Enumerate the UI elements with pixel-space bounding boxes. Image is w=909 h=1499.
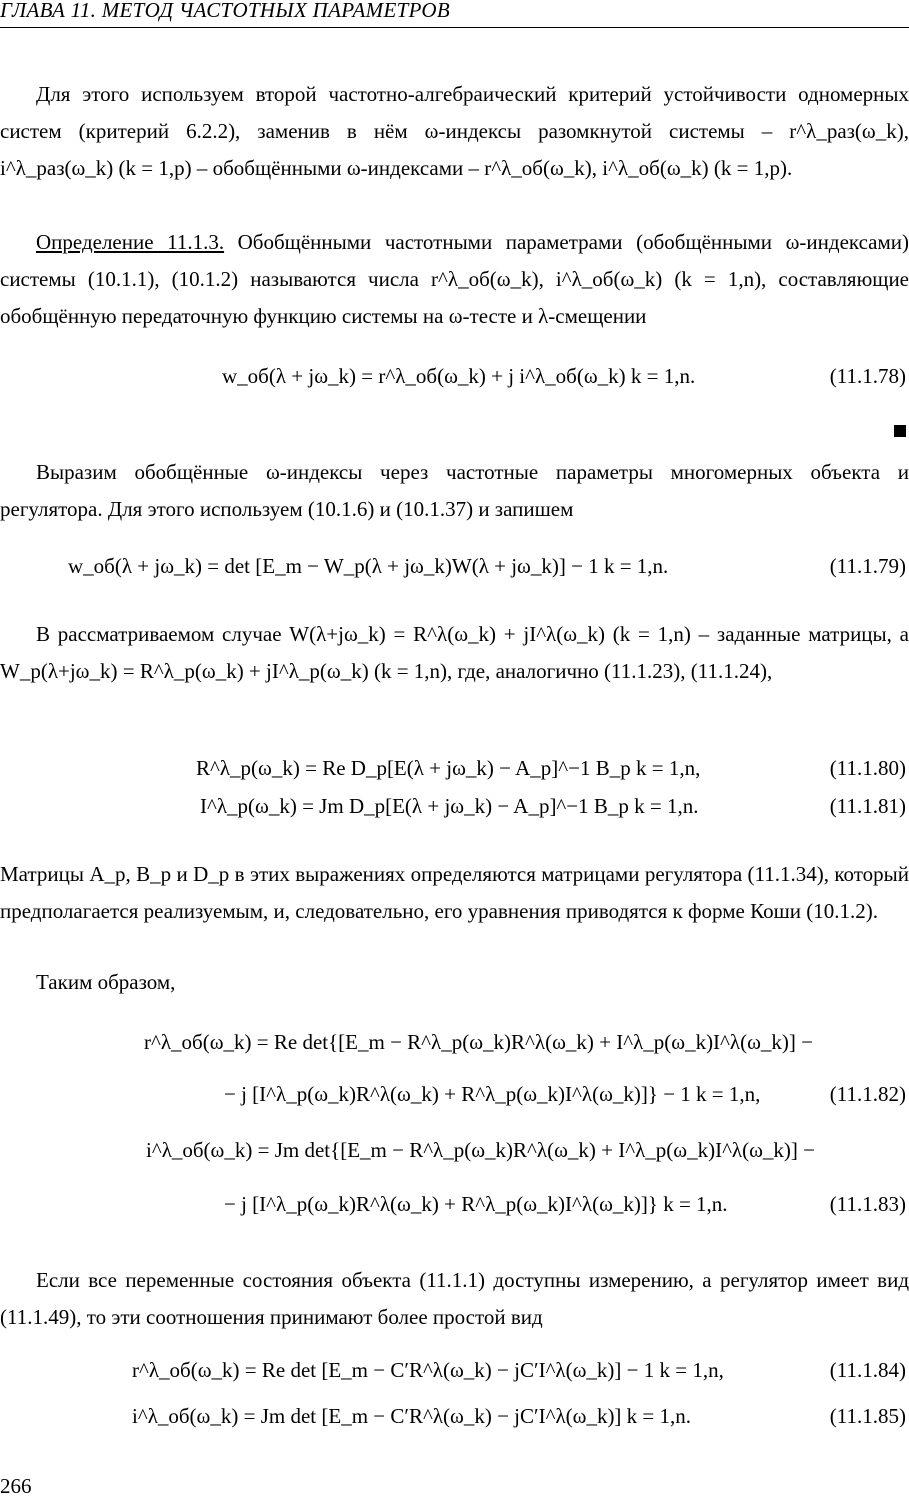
- equation-formula: − j [I^λ_p(ω_k)R^λ(ω_k) + R^λ_p(ω_k)I^λ(ω_k)]} − 1 k = 1,n,: [224, 1082, 761, 1106]
- page-number: 266: [0, 1474, 32, 1498]
- equation-formula: r^λ_об(ω_k) = Re det [E_m − C′R^λ(ω_k) − jC′I^λ(ω_k)] − 1 k = 1,n,: [132, 1358, 724, 1382]
- equation-11-1-85: [0, 1404, 909, 1440]
- paragraph-4: В рассматриваемом случае W(λ+jω_k) = R^λ(ω_k) + jI^λ(ω_k) (k = 1,n) – заданные матрицы, а W_p(λ+jω_k) = R^λ_p(ω_k) + jI^λ_p(ω_k) (k = 1,n), где, аналогично (11.1.23), (11.1.24),: [0, 622, 909, 683]
- paragraph-1: Для этого используем второй частотно-алгебраический критерий устойчивости одномерных систем (критерий 6.2.2), заменив в нём ω-индексы разомкнутой системы – r^λ_раз(ω_k), i^λ_раз(ω_k) (k = 1,p) – обобщёнными ω-индексами – r^λ_об(ω_k), i^λ_об(ω_k) (k = 1,p).: [0, 82, 909, 180]
- equation-11-1-81: [0, 794, 909, 830]
- equation-formula: − j [I^λ_p(ω_k)R^λ(ω_k) + R^λ_p(ω_k)I^λ(ω_k)]} k = 1,n.: [224, 1192, 728, 1216]
- equation-formula: R^λ_p(ω_k) = Re D_p[E(λ + jω_k) − A_p]^−1 B_p k = 1,n,: [196, 756, 701, 780]
- end-of-definition-mark: [894, 425, 906, 437]
- equation-number: (11.1.83): [829, 1192, 906, 1216]
- equation-formula: I^λ_p(ω_k) = Jm D_p[E(λ + jω_k) − A_p]^−1 B_p k = 1,n.: [200, 794, 699, 818]
- paragraph-7: Если все переменные состояния объекта (11.1.1) доступны измерению, а регулятор имеет вид (11.1.49), то эти соотношения принимают более простой вид: [0, 1268, 909, 1329]
- definition-paragraph: [0, 224, 909, 335]
- definition-label: Определение 11.1.3.: [36, 230, 225, 254]
- equation-number: (11.1.79): [829, 554, 906, 578]
- equation-11-1-80: [0, 756, 909, 792]
- equation-number: (11.1.82): [829, 1082, 906, 1106]
- running-header: [0, 0, 909, 28]
- equation-11-1-84: [0, 1358, 909, 1394]
- header-title: ГЛАВА 11. МЕТОД ЧАСТОТНЫХ ПАРАМЕТРОВ: [0, 0, 451, 22]
- equation-number: (11.1.81): [829, 794, 906, 818]
- equation-number: (11.1.78): [829, 364, 906, 388]
- definition-text: Обобщёнными частотными параметрами (обобщёнными ω-индексами) системы (10.1.1), (10.1.2) называются числа r^λ_об(ω_k), i^λ_об(ω_k) (k = 1,n), составляющие обобщённую передаточную функцию системы на ω-тесте и λ-смещении: [0, 230, 909, 328]
- equation-formula: w_об(λ + jω_k) = r^λ_об(ω_k) + j i^λ_об(ω_k) k = 1,n.: [222, 364, 696, 388]
- equation-11-1-79: [0, 554, 909, 590]
- equation-11-1-78: [0, 364, 909, 400]
- paragraph-6: Таким образом,: [36, 970, 176, 994]
- equation-number: (11.1.80): [829, 756, 906, 780]
- equation-11-1-83-line-2: [0, 1192, 909, 1228]
- equation-formula: i^λ_об(ω_k) = Jm det [E_m − C′R^λ(ω_k) − jC′I^λ(ω_k)] k = 1,n.: [132, 1404, 692, 1428]
- equation-11-1-82-line-2: [0, 1082, 909, 1118]
- equation-formula: w_об(λ + jω_k) = det [E_m − W_p(λ + jω_k)W(λ + jω_k)] − 1 k = 1,n.: [68, 554, 669, 578]
- equation-11-1-83-line-1: [0, 1138, 909, 1174]
- paragraph-5: Матрицы A_p, B_p и D_p в этих выражениях определяются матрицами регулятора (11.1.34), который предполагается реализуемым, и, следовательно, его уравнения приводятся к форме Коши (10.1.2).: [0, 862, 909, 923]
- equation-number: (11.1.84): [829, 1358, 906, 1382]
- equation-11-1-82-line-1: [0, 1030, 909, 1066]
- paragraph-3: Выразим обобщённые ω-индексы через частотные параметры многомерных объекта и регулятора. Для этого используем (10.1.6) и (10.1.37) и запишем: [0, 460, 909, 521]
- equation-formula: i^λ_об(ω_k) = Jm det{[E_m − R^λ_p(ω_k)R^λ(ω_k) + I^λ_p(ω_k)I^λ(ω_k)] −: [146, 1138, 816, 1162]
- equation-formula: r^λ_об(ω_k) = Re det{[E_m − R^λ_p(ω_k)R^λ(ω_k) + I^λ_p(ω_k)I^λ(ω_k)] −: [144, 1030, 813, 1054]
- equation-number: (11.1.85): [829, 1404, 906, 1428]
